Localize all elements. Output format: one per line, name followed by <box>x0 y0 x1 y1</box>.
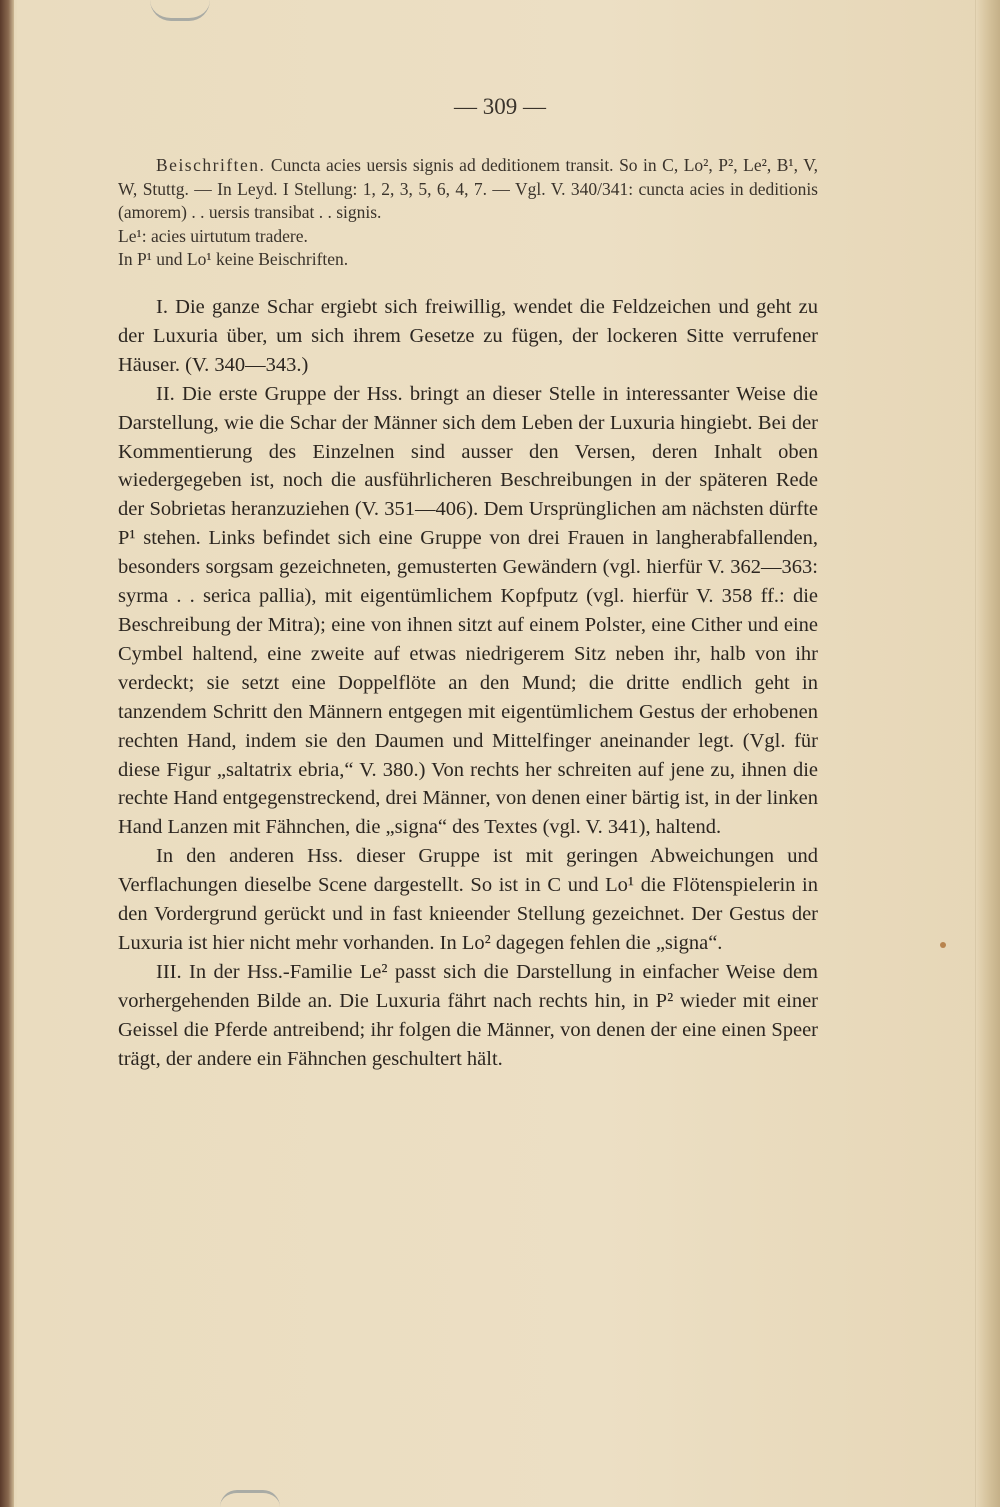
page-number: — 309 — <box>454 94 546 119</box>
bottom-stain <box>220 1490 280 1507</box>
note-le1: Le¹: acies uirtutum tradere. <box>118 225 308 246</box>
paragraph-1: I. Die ganze Schar ergiebt sich freiwillig, wendet die Feldzeichen und geht zu der Luxuria über, um sich ihrem Gesetze zu fügen, der lockeren Sitte verrufener Häuser. (V. 340—343.) <box>118 296 818 376</box>
note-p1-lo1: In P¹ und Lo¹ keine Beischriften. <box>118 249 349 270</box>
top-stain <box>150 0 210 21</box>
paragraph-2: II. Die erste Gruppe der Hss. bringt an dieser Stelle in interessanter Weise die Darstellung, wie die Schar der Männer sich dem Leben der Luxuria hingiebt. Bei der Kommentierung des Einzelnen sind ausser den Versen, deren Inhalt oben wiedergegeben ist, noch die ausführlicheren Beschreibungen in der späteren Rede der Sobrietas heranzuziehen (V. 351—406). Dem Ursprünglichen am nächsten dürfte P¹ stehen. Links befindet sich eine Gruppe von drei Frauen in langherabfallenden, besonders sorgsam gezeichneten, gemusterten Gewändern (vgl. hierfür V. 362—363: syrma . . serica pallia), mit eigentümlichem Kopfputz (vgl. hierfür V. 358 ff.: die Beschreibung der Mitra); eine von ihnen sitzt auf einem Polster, eine Cither und eine Cymbel haltend, eine zweite auf etwas niedrigerem Sitz neben ihr, halb von ihr verdeckt; sie setzt eine Doppelflöte an den Mund; die dritte endlich geht in tanzendem Schritt den Männern entgegen mit eigentümlichem Gestus der erhobenen rechten Hand, indem sie den Daumen und Mittelfinger aneinander legt. (Vgl. für diese Figur „saltatrix ebria,“ V. 380.) Von rechts her schreiten auf jene zu, ihnen die rechte Hand entgegenstreckend, drei Männer, von denen einer bärtig ist, in der linken Hand Lanzen mit Fähnchen, die „signa“ des Textes (vgl. V. 341), haltend. <box>118 382 818 839</box>
main-text <box>118 293 818 1073</box>
note-text: Cuncta acies uersis signis ad deditionem transit. So in C, Lo², P², Le², B¹, V, W, Stuttg. — In Leyd. I Stellung: 1, 2, 3, 5, 6, 4, 7. — Vgl. V. 340/341: cuncta acies in deditionis (amorem) . . uersis transibat . . signis. <box>118 155 818 223</box>
note-label: Beischriften. <box>156 155 266 175</box>
page-edge <box>975 0 1000 1507</box>
note-beischriften <box>118 154 818 225</box>
footnote-block <box>118 154 818 272</box>
paragraph-3: In den anderen Hss. dieser Gruppe ist mit geringen Abweichungen und Verflachungen dieselbe Scene dargestellt. So ist in C und Lo¹ die Flötenspielerin in den Vordergrund gerückt und in fast knieender Stellung gezeichnet. Der Gestus der Luxuria ist hier nicht mehr vorhanden. In Lo² dagegen fehlen die „signa“. <box>118 845 818 954</box>
ink-spot <box>940 942 946 948</box>
paragraph-4: III. In der Hss.-Familie Le² passt sich die Darstellung in einfacher Weise dem vorhergehenden Bilde an. Die Luxuria fährt nach rechts hin, in P² wieder mit einer Geissel die Pferde antreibend; ihr folgen die Männer, von denen der eine einen Speer trägt, der andere ein Fähnchen geschultert hält. <box>118 960 818 1070</box>
book-spine <box>0 0 14 1507</box>
